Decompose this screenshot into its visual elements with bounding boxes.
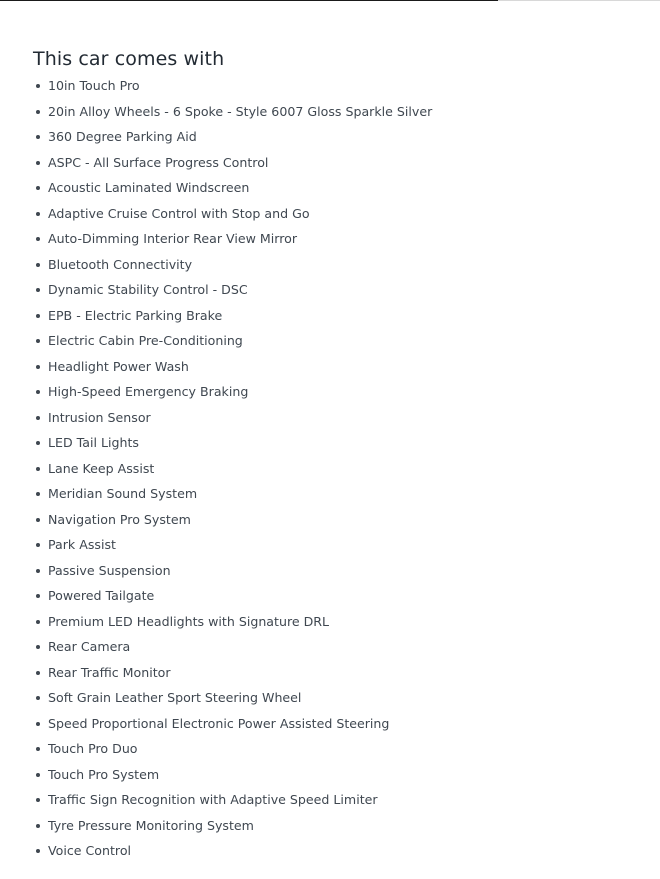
bullet-dot-icon [36,390,40,394]
feature-label: Powered Tailgate [48,588,155,603]
bullet-dot-icon [36,441,40,445]
bullet-dot-icon [36,645,40,649]
bullet-dot-icon [36,288,40,292]
bullet-dot-icon [36,696,40,700]
standard-features-panel [33,46,633,858]
feature-label: Touch Pro Duo [48,741,138,756]
feature-label: Headlight Power Wash [48,358,189,374]
bullet-dot-icon [36,722,40,726]
feature-label: 360 Degree Parking Aid [48,129,197,144]
bullet-dot-icon [36,263,40,267]
list-item [33,175,432,201]
bullet-dot-icon [36,849,40,853]
top-divider [0,0,498,1]
list-item [33,660,432,686]
list-item [33,277,432,303]
list-item [33,558,432,584]
bullet-dot-icon [36,492,40,496]
list-item [33,150,432,176]
bullet-dot-icon [36,671,40,675]
feature-label: Bluetooth Connectivity [48,256,193,272]
section-title: This car comes with [33,48,225,70]
bullet-dot-icon [36,135,40,139]
feature-label: Voice Control [48,843,132,858]
feature-label: Rear Camera [48,639,131,654]
feature-label: EPB - Electric Parking Brake [48,307,223,323]
bullet-dot-icon [36,365,40,369]
feature-label: Dynamic Stability Control - DSC [48,282,248,297]
list-item [33,532,432,558]
list-item [33,736,432,762]
list-item [33,201,432,227]
feature-label: Passive Suspension [48,562,171,578]
bullet-dot-icon [36,237,40,241]
bullet-dot-icon [36,543,40,547]
bullet-dot-icon [36,824,40,828]
bullet-dot-icon [36,110,40,114]
list-item [33,838,432,864]
feature-label: Acoustic Laminated Windscreen [48,180,250,195]
list-item [33,762,432,788]
list-item [33,813,432,839]
bullet-dot-icon [36,594,40,598]
feature-label: 20in Alloy Wheels - 6 Spoke - Style 6007 Gloss Sparkle Silver [48,103,433,119]
feature-label: Soft Grain Leather Sport Steering Wheel [48,690,302,705]
feature-label: 10in Touch Pro [48,78,140,93]
list-item [33,787,432,813]
bullet-dot-icon [36,339,40,343]
feature-label: Premium LED Headlights with Signature DRL [48,613,330,629]
bullet-dot-icon [36,161,40,165]
feature-label: Navigation Pro System [48,511,191,527]
feature-label: Electric Cabin Pre-Conditioning [48,333,243,348]
bullet-dot-icon [36,620,40,624]
list-item [33,303,432,329]
feature-list [33,73,432,864]
list-item [33,99,432,125]
list-item [33,456,432,482]
feature-label: LED Tail Lights [48,435,139,450]
bullet-dot-icon [36,314,40,318]
list-item [33,73,432,99]
bullet-dot-icon [36,518,40,522]
list-item [33,252,432,278]
list-item [33,379,432,405]
list-item [33,634,432,660]
bullet-dot-icon [36,467,40,471]
bullet-dot-icon [36,84,40,88]
list-item [33,226,432,252]
feature-label: Traffic Sign Recognition with Adaptive Speed Limiter [48,792,378,807]
feature-label: Adaptive Cruise Control with Stop and Go [48,205,310,221]
list-item [33,507,432,533]
bullet-dot-icon [36,773,40,777]
bullet-dot-icon [36,747,40,751]
bullet-dot-icon [36,186,40,190]
list-item [33,328,432,354]
list-item [33,583,432,609]
feature-label: High-Speed Emergency Braking [48,384,249,399]
feature-label: Touch Pro System [48,766,160,782]
list-item [33,711,432,737]
list-item [33,430,432,456]
list-item [33,405,432,431]
feature-label: Auto-Dimming Interior Rear View Mirror [48,231,297,246]
feature-label: Intrusion Sensor [48,409,151,425]
feature-label: Lane Keep Assist [48,460,155,476]
feature-label: Rear Traffic Monitor [48,664,171,680]
top-divider-light [498,0,660,1]
bullet-dot-icon [36,212,40,216]
bullet-dot-icon [36,416,40,420]
bullet-dot-icon [36,798,40,802]
list-item [33,685,432,711]
feature-label: Meridian Sound System [48,486,198,501]
list-item [33,481,432,507]
feature-label: Tyre Pressure Monitoring System [48,817,254,833]
list-item [33,124,432,150]
list-item [33,609,432,635]
list-item [33,354,432,380]
bullet-dot-icon [36,569,40,573]
feature-label: Speed Proportional Electronic Power Assisted Steering [48,715,390,731]
feature-label: ASPC - All Surface Progress Control [48,154,269,170]
feature-label: Park Assist [48,537,116,552]
